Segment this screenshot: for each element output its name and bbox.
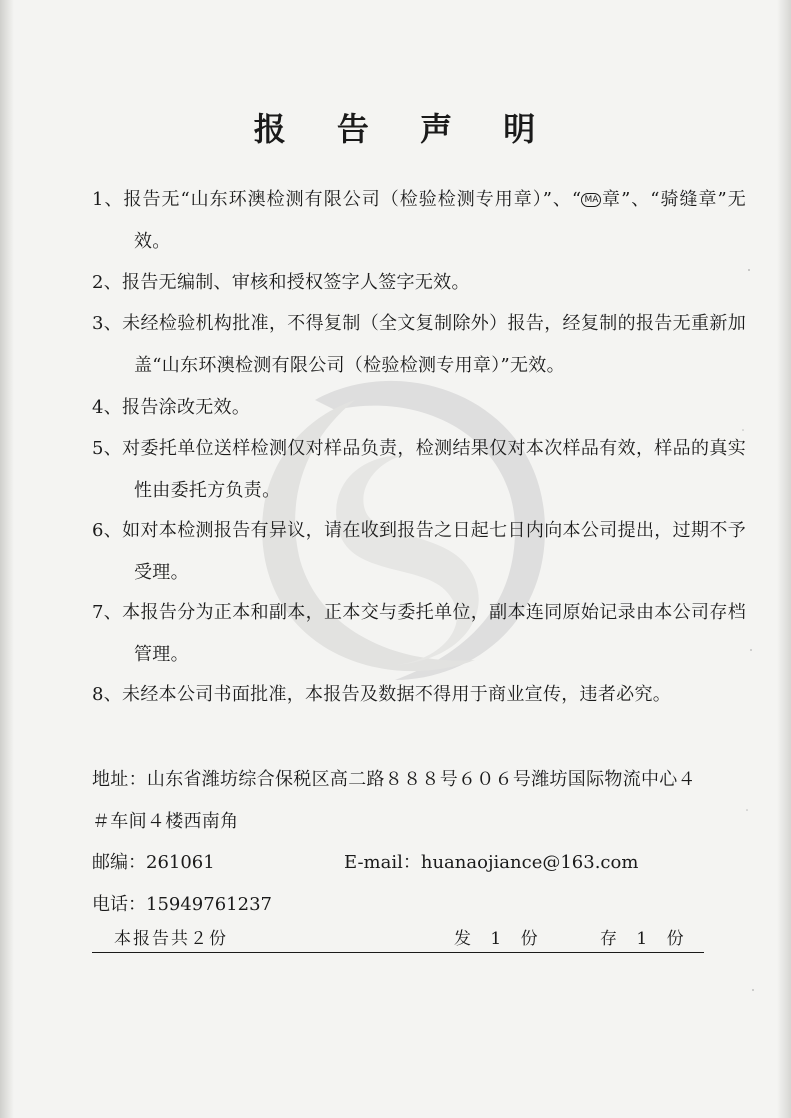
copies-kept: 存 1 份 bbox=[600, 929, 684, 949]
clause-5: 5、对委托单位送样检测仅对样品负责，检测结果仅对本次样品有效，样品的真实性由委托方负责。 bbox=[92, 438, 746, 501]
clause-1-text-a: 1、报告无“山东环澳检测有限公司（检验检测专用章）”、“ bbox=[92, 189, 582, 210]
copies-sent: 发 1 份 bbox=[454, 929, 538, 949]
copies-total: 本报告共２份 bbox=[114, 929, 228, 949]
clause-1 bbox=[92, 179, 746, 263]
phone-number: 电话：15949761237 bbox=[92, 894, 272, 915]
postcode: 邮编：261061 bbox=[92, 852, 215, 873]
clause-8: 8、未经本公司书面批准，本报告及数据不得用于商业宣传，违者必究。 bbox=[92, 684, 672, 705]
page-title: 报 告 声 明 bbox=[253, 110, 556, 148]
clause-3: 3、未经检验机构批准，不得复制（全文复制除外）报告，经复制的报告无重新加盖“山东环澳检测有限公司（检验检测专用章）”无效。 bbox=[92, 313, 746, 376]
scan-edge-left bbox=[0, 0, 14, 1118]
clause-1-text-b: 章”、“骑缝章”无效。 bbox=[134, 189, 746, 252]
email-address: E-mail：huanaojiance@163.com bbox=[344, 852, 639, 873]
clause-6: 6、如对本检测报告有异议，请在收到报告之日起七日内向本公司提出，过期不予受理。 bbox=[92, 520, 746, 583]
clause-2: 2、报告无编制、审核和授权签字人签字无效。 bbox=[92, 272, 470, 293]
copies-line bbox=[92, 926, 704, 953]
scan-edge-right bbox=[777, 0, 791, 1118]
cma-mark-icon: MA bbox=[581, 193, 601, 207]
clause-4: 4、报告涂改无效。 bbox=[92, 397, 251, 418]
clause-7: 7、本报告分为正本和副本，正本交与委托单位，副本连同原始记录由本公司存档管理。 bbox=[92, 602, 746, 665]
company-address: 地址：山东省潍坊综合保税区高二路８８８号６０６号潍坊国际物流中心４＃车间４楼西南角 bbox=[92, 769, 696, 832]
